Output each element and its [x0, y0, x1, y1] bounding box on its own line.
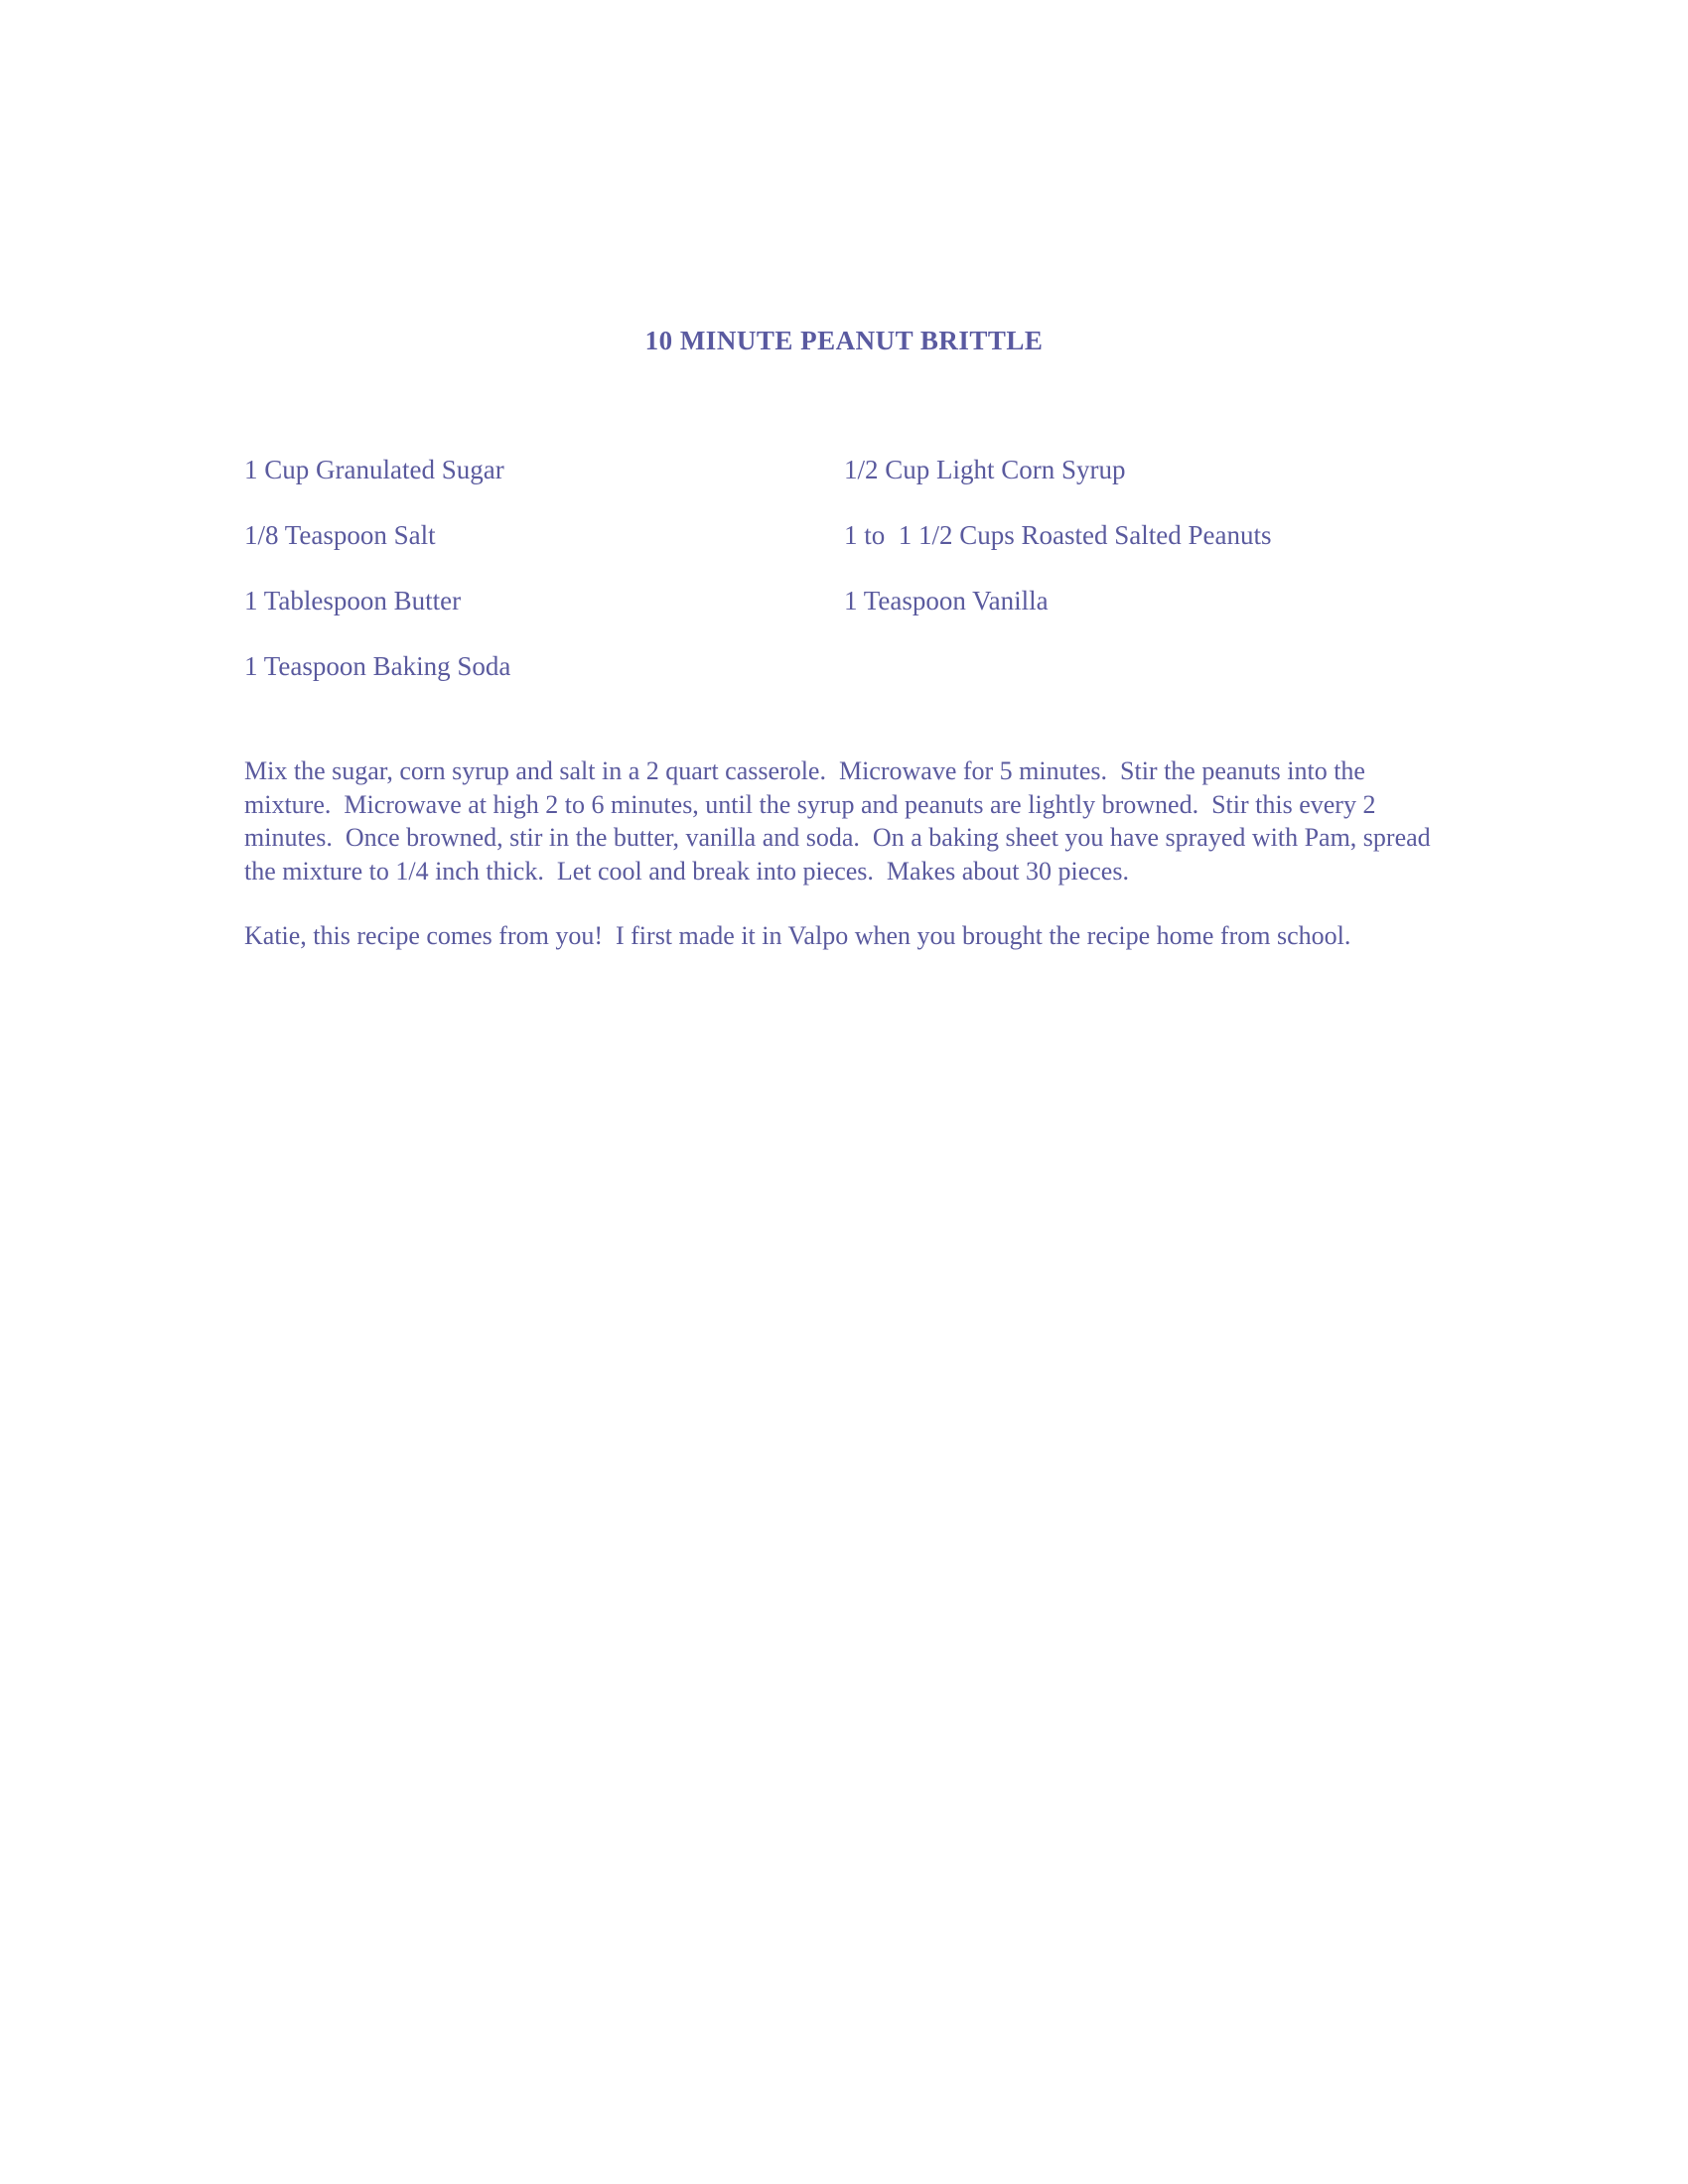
recipe-title: 10 MINUTE PEANUT BRITTLE [644, 326, 1044, 355]
ingredient-vanilla: 1 Teaspoon Vanilla [844, 586, 1049, 615]
ingredient-corn-syrup: 1/2 Cup Light Corn Syrup [844, 455, 1126, 484]
ingredient-row [244, 651, 1436, 717]
ingredient-peanuts: 1 to 1 1/2 Cups Roasted Salted Peanuts [844, 520, 1272, 550]
ingredient-list [244, 455, 1436, 717]
recipe-directions: Mix the sugar, corn syrup and salt in a 2 quart casserole. Microwave for 5 minutes. Stir the peanuts into the mixture. Microwave at high 2 to 6 minutes, until the syrup and peanuts are lightly browned. Stir this every 2 minutes. Once browned, stir in the butter, vanilla and soda. On a baking sheet you have sprayed with Pam, spread the mixture to 1/4 inch thick. Let cool and break into pieces. Makes about 30 pieces. [244, 756, 1438, 886]
ingredient-salt: 1/8 Teaspoon Salt [244, 520, 436, 550]
ingredient-row [244, 586, 1436, 651]
ingredient-baking-soda: 1 Teaspoon Baking Soda [244, 651, 511, 681]
ingredient-butter: 1 Tablespoon Butter [244, 586, 462, 615]
ingredient-row [244, 520, 1436, 586]
recipe-note: Katie, this recipe comes from you! I first made it in Valpo when you brought the recipe home from school. [244, 921, 1351, 950]
ingredient-row [244, 455, 1436, 520]
ingredient-sugar: 1 Cup Granulated Sugar [244, 455, 504, 484]
